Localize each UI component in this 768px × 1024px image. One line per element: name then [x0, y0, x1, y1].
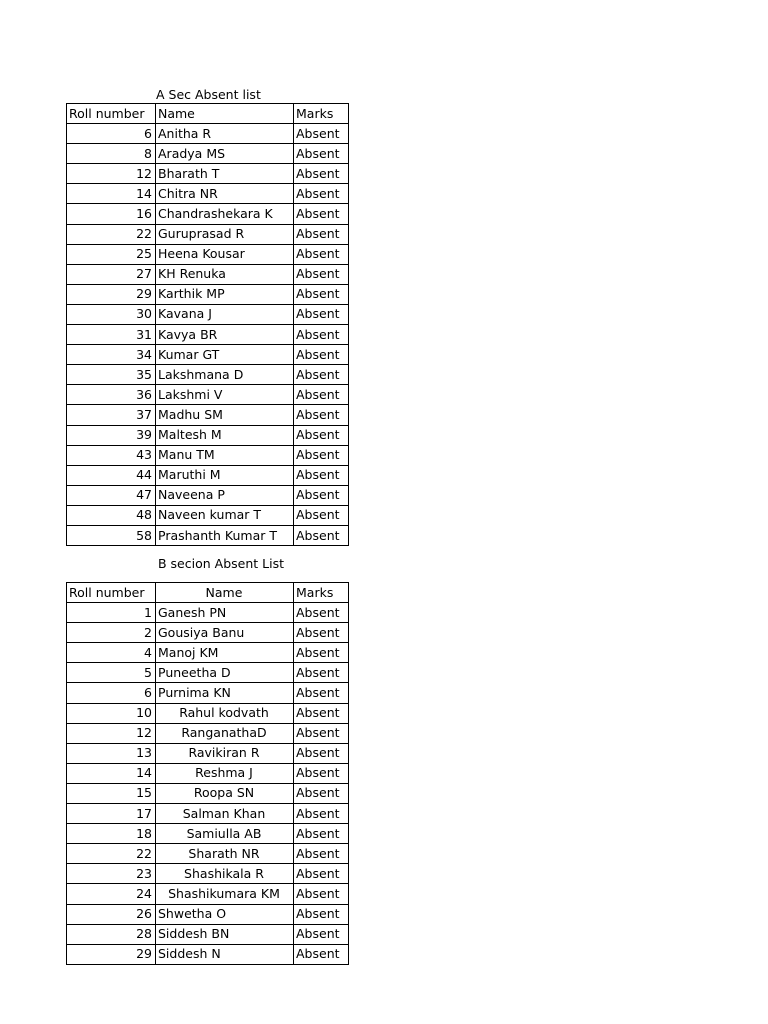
student-name-cell: Purnima KN [156, 683, 294, 703]
table-row [67, 904, 349, 924]
table-row [67, 824, 349, 844]
student-name-cell: Prashanth Kumar T [156, 525, 294, 545]
marks-cell: Absent [294, 603, 349, 623]
marks-cell: Absent [294, 723, 349, 743]
table-row [67, 284, 349, 304]
roll-number-cell: 14 [67, 184, 156, 204]
marks-cell: Absent [294, 485, 349, 505]
roll-number-cell: 4 [67, 643, 156, 663]
student-name-cell: Guruprasad R [156, 224, 294, 244]
marks-cell: Absent [294, 884, 349, 904]
roll-number-cell: 47 [67, 485, 156, 505]
roll-number-cell: 31 [67, 325, 156, 345]
table-row [67, 864, 349, 884]
column-header-roll: Roll number [67, 583, 156, 603]
roll-number-cell: 17 [67, 804, 156, 824]
student-name-cell: Siddesh BN [156, 924, 294, 944]
student-name-cell: Maltesh M [156, 425, 294, 445]
roll-number-cell: 48 [67, 505, 156, 525]
table-row [67, 144, 349, 164]
table-row [67, 623, 349, 643]
marks-cell: Absent [294, 525, 349, 545]
roll-number-cell: 22 [67, 224, 156, 244]
roll-number-cell: 36 [67, 385, 156, 405]
roll-number-cell: 15 [67, 783, 156, 803]
table-row [67, 264, 349, 284]
roll-number-cell: 23 [67, 864, 156, 884]
section-b-absent-table [66, 582, 349, 965]
roll-number-cell: 30 [67, 304, 156, 324]
student-name-cell: Reshma J [156, 763, 294, 783]
student-name-cell: Gousiya Banu [156, 623, 294, 643]
roll-number-cell: 43 [67, 445, 156, 465]
table-row [67, 763, 349, 783]
table-row [67, 204, 349, 224]
marks-cell: Absent [294, 425, 349, 445]
marks-cell: Absent [294, 445, 349, 465]
marks-cell: Absent [294, 325, 349, 345]
marks-cell: Absent [294, 663, 349, 683]
marks-cell: Absent [294, 643, 349, 663]
student-name-cell: Naveena P [156, 485, 294, 505]
student-name-cell: Kavya BR [156, 325, 294, 345]
marks-cell: Absent [294, 623, 349, 643]
table-row [67, 663, 349, 683]
student-name-cell: Sharath NR [156, 844, 294, 864]
column-header-name: Name [156, 583, 294, 603]
table-row [67, 743, 349, 763]
marks-cell: Absent [294, 683, 349, 703]
student-name-cell: Shwetha O [156, 904, 294, 924]
marks-cell: Absent [294, 244, 349, 264]
roll-number-cell: 2 [67, 623, 156, 643]
table-row [67, 365, 349, 385]
student-name-cell: Rahul kodvath [156, 703, 294, 723]
marks-cell: Absent [294, 824, 349, 844]
section-a-title-text: A Sec Absent list [156, 87, 261, 102]
marks-cell: Absent [294, 844, 349, 864]
roll-number-cell: 12 [67, 164, 156, 184]
student-name-cell: Chandrashekara K [156, 204, 294, 224]
roll-number-cell: 18 [67, 824, 156, 844]
student-name-cell: Ganesh PN [156, 603, 294, 623]
marks-cell: Absent [294, 703, 349, 723]
roll-number-cell: 24 [67, 884, 156, 904]
marks-cell: Absent [294, 365, 349, 385]
table-header-row [67, 104, 349, 124]
student-name-cell: Heena Kousar [156, 244, 294, 264]
table-row [67, 844, 349, 864]
marks-cell: Absent [294, 405, 349, 425]
table-row [67, 445, 349, 465]
marks-cell: Absent [294, 304, 349, 324]
student-name-cell: Salman Khan [156, 804, 294, 824]
student-name-cell: Samiulla AB [156, 824, 294, 844]
section-b-title-text: B secion Absent List [158, 556, 284, 571]
column-header-name: Name [156, 104, 294, 124]
student-name-cell: Madhu SM [156, 405, 294, 425]
marks-cell: Absent [294, 345, 349, 365]
table-row [67, 405, 349, 425]
roll-number-cell: 37 [67, 405, 156, 425]
marks-cell: Absent [294, 184, 349, 204]
table-row [67, 244, 349, 264]
table-row [67, 603, 349, 623]
student-name-cell: Lakshmana D [156, 365, 294, 385]
table-row [67, 485, 349, 505]
student-name-cell: Bharath T [156, 164, 294, 184]
marks-cell: Absent [294, 743, 349, 763]
marks-cell: Absent [294, 264, 349, 284]
student-name-cell: Shashikala R [156, 864, 294, 884]
student-name-cell: Maruthi M [156, 465, 294, 485]
table-row [67, 465, 349, 485]
marks-cell: Absent [294, 465, 349, 485]
table-row [67, 325, 349, 345]
table-row [67, 505, 349, 525]
table-row [67, 345, 349, 365]
marks-cell: Absent [294, 763, 349, 783]
table-header-row [67, 583, 349, 603]
roll-number-cell: 29 [67, 944, 156, 964]
student-name-cell: Ravikiran R [156, 743, 294, 763]
roll-number-cell: 34 [67, 345, 156, 365]
roll-number-cell: 6 [67, 683, 156, 703]
roll-number-cell: 5 [67, 663, 156, 683]
roll-number-cell: 12 [67, 723, 156, 743]
column-header-roll: Roll number [67, 104, 156, 124]
table-row [67, 884, 349, 904]
table-row [67, 385, 349, 405]
marks-cell: Absent [294, 904, 349, 924]
roll-number-cell: 10 [67, 703, 156, 723]
table-row [67, 703, 349, 723]
roll-number-cell: 16 [67, 204, 156, 224]
section-a-absent-table [66, 103, 349, 546]
student-name-cell: RanganathaD [156, 723, 294, 743]
roll-number-cell: 14 [67, 763, 156, 783]
student-name-cell: Chitra NR [156, 184, 294, 204]
roll-number-cell: 29 [67, 284, 156, 304]
marks-cell: Absent [294, 204, 349, 224]
table-row [67, 643, 349, 663]
roll-number-cell: 58 [67, 525, 156, 545]
roll-number-cell: 25 [67, 244, 156, 264]
column-header-marks: Marks [294, 104, 349, 124]
roll-number-cell: 13 [67, 743, 156, 763]
table-row [67, 723, 349, 743]
marks-cell: Absent [294, 944, 349, 964]
table-row [67, 783, 349, 803]
marks-cell: Absent [294, 124, 349, 144]
marks-cell: Absent [294, 924, 349, 944]
student-name-cell: Naveen kumar T [156, 505, 294, 525]
table-row [67, 164, 349, 184]
student-name-cell: Kumar GT [156, 345, 294, 365]
student-name-cell: Roopa SN [156, 783, 294, 803]
column-header-marks: Marks [294, 583, 349, 603]
student-name-cell: Puneetha D [156, 663, 294, 683]
student-name-cell: Manoj KM [156, 643, 294, 663]
table-row [67, 184, 349, 204]
table-row [67, 224, 349, 244]
table-row [67, 124, 349, 144]
table-row [67, 304, 349, 324]
table-row [67, 525, 349, 545]
student-name-cell: KH Renuka [156, 264, 294, 284]
student-name-cell: Karthik MP [156, 284, 294, 304]
marks-cell: Absent [294, 224, 349, 244]
roll-number-cell: 35 [67, 365, 156, 385]
table-row [67, 924, 349, 944]
roll-number-cell: 26 [67, 904, 156, 924]
marks-cell: Absent [294, 783, 349, 803]
roll-number-cell: 8 [67, 144, 156, 164]
section-a-title [66, 86, 348, 104]
student-name-cell: Anitha R [156, 124, 294, 144]
roll-number-cell: 39 [67, 425, 156, 445]
table-row [67, 425, 349, 445]
student-name-cell: Kavana J [156, 304, 294, 324]
marks-cell: Absent [294, 284, 349, 304]
marks-cell: Absent [294, 804, 349, 824]
roll-number-cell: 6 [67, 124, 156, 144]
student-name-cell: Siddesh N [156, 944, 294, 964]
student-name-cell: Lakshmi V [156, 385, 294, 405]
roll-number-cell: 28 [67, 924, 156, 944]
table-row [67, 683, 349, 703]
student-name-cell: Aradya MS [156, 144, 294, 164]
marks-cell: Absent [294, 144, 349, 164]
student-name-cell: Shashikumara KM [156, 884, 294, 904]
roll-number-cell: 22 [67, 844, 156, 864]
table-row [67, 804, 349, 824]
student-name-cell: Manu TM [156, 445, 294, 465]
marks-cell: Absent [294, 864, 349, 884]
roll-number-cell: 44 [67, 465, 156, 485]
roll-number-cell: 27 [67, 264, 156, 284]
section-b-title [66, 555, 348, 573]
marks-cell: Absent [294, 385, 349, 405]
table-row [67, 944, 349, 964]
roll-number-cell: 1 [67, 603, 156, 623]
marks-cell: Absent [294, 164, 349, 184]
marks-cell: Absent [294, 505, 349, 525]
